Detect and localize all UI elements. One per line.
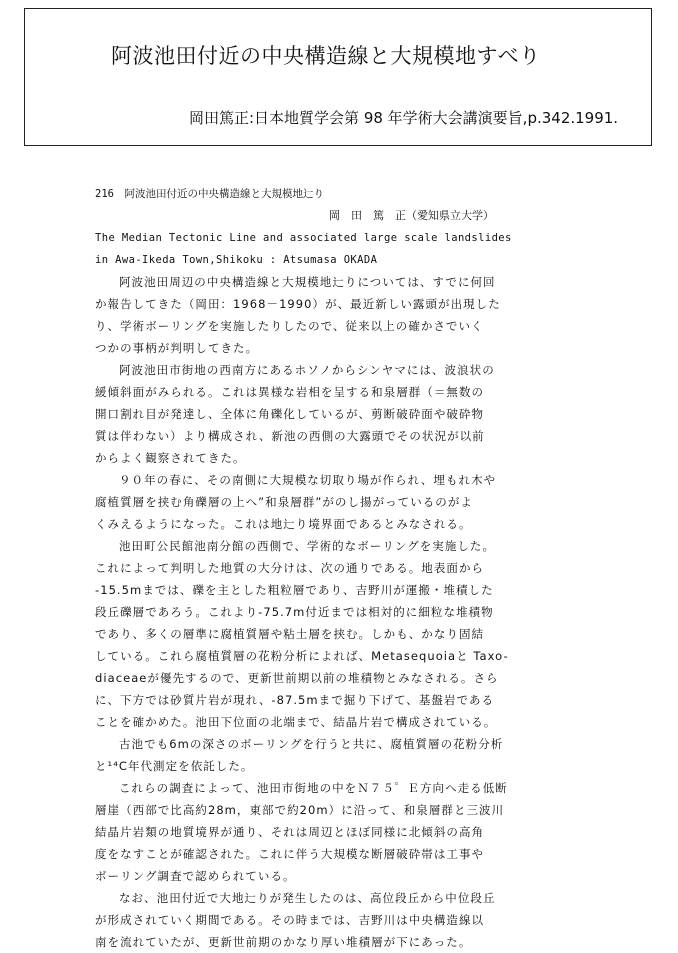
text-line: くみえるようになった。これは地辷り境界面であるとみなされる。 (95, 517, 472, 531)
text-line: 阿波池田市街地の西南方にあるホソノからシンヤマには、波浪状の (119, 363, 495, 377)
document-title: 阿波池田付近の中央構造線と大規模地すべり (111, 44, 541, 68)
paragraph-7 (95, 887, 590, 953)
text-line: これらの調査によって、池田市街地の中をＮ７５゜Ｅ方向へ走る低断 (119, 781, 508, 795)
text-line: diaceaeが優先するので、更新世前期以前の堆積物とみなされる。さら (95, 671, 499, 685)
text-line: 古池でも6mの深さのボーリングを行うと共に、腐植質層の花粉分析 (119, 737, 504, 751)
text-line: なお、池田付近で大地辷りが発生したのは、高位段丘から中位段丘 (119, 891, 496, 905)
text-line: ９０年の春に、その南側に大規模な切取り場が作られ、埋もれ木や (119, 473, 497, 487)
paragraph-2 (95, 359, 590, 469)
text-line: 池田町公民館池南分館の西側で、学術的なボーリングを実施した。 (119, 539, 496, 553)
text-line: 阿波池田周辺の中央構造線と大規模地辷りについては、すでに何回 (119, 275, 496, 289)
paragraph-5 (95, 733, 590, 777)
abstract-title-en-line-1: The Median Tectonic Line and associated large scale landslides (95, 232, 512, 244)
text-line: に、下方では砂質片岩が現れ、-87.5mまで掘り下げて、基盤岩である (95, 693, 495, 707)
text-line: 腐植質層を挟む角礫層の上へ”和泉層群”がのし揚がっているのがよ (95, 495, 473, 509)
citation-header-box (24, 8, 652, 146)
paragraph-3 (95, 469, 590, 535)
paragraph-6 (95, 777, 590, 887)
text-line: と¹⁴C年代測定を依託した。 (95, 759, 254, 773)
abstract-author-jp: 岡 田 篤 正（愛知県立大学） (329, 209, 494, 222)
text-line: している。これら腐植質層の花粉分析によれば、Metasequoiaと Taxo- (95, 649, 509, 663)
paragraph-1 (95, 271, 590, 359)
text-line: 開口割れ目が発達し、全体に角礫化しているが、剪断破砕面や破砕物 (95, 407, 485, 421)
text-line: ボーリング調査で認められている。 (95, 869, 296, 883)
text-line: り、学術ボーリングを実施したりしたので、従来以上の確かさでいく (95, 319, 484, 333)
citation-reference: 岡田篤正:日本地質学会第 98 年学術大会講演要旨,p.342.1991. (189, 109, 619, 127)
text-line: 結晶片岩類の地質境界が通り、それは周辺とほぼ同様に北傾斜の高角 (95, 825, 485, 839)
text-line: からよく観察されてきた。 (95, 451, 246, 465)
text-line: ことを確かめた。池田下位面の北端まで、結晶片岩で構成されている。 (95, 715, 497, 729)
text-line: であり、多くの層準に腐植質層や粘土層を挟む。しかも、かなり固結 (95, 627, 485, 641)
text-line: これによって判明した地質の大分けは、次の通りである。地表面から (95, 561, 485, 575)
abstract-title-en-line-2: in Awa-Ikeda Town,Shikoku : Atsumasa OKADA (95, 254, 378, 266)
abstract-article (95, 183, 590, 953)
text-line: -15.5mまでは、礫を主とした粗粒層であり、吉野川が運搬・堆積した (95, 583, 494, 597)
text-line: 緩傾斜面がみられる。これは異様な岩相を呈する和泉層群（＝無数の (95, 385, 485, 399)
text-line: が形成されていく期間である。その時までは、吉野川は中央構造線以 (95, 913, 485, 927)
text-line: つかの事柄が判明してきた。 (95, 341, 259, 355)
text-line: 層崖（西部で比高約28m，東部で約20m）に沿って、和泉層群と三波川 (95, 803, 505, 817)
paragraph-4 (95, 535, 590, 733)
text-line: 南を流れていたが、更新世前期のかなり厚い堆積層が下にあった。 (95, 935, 472, 949)
text-line: か報告してきた（岡田：1968－1990）が、最近新しい露頭が出現した (95, 297, 501, 311)
text-line: 段丘礫層であろう。これより-75.7m付近までは相対的に細粒な堆積物 (95, 605, 494, 619)
text-line: 度をなすことが確認された。これに伴う大規模な断層破砕帯は工事や (95, 847, 485, 861)
text-line: 質は伴わない）より構成され、新池の西側の大露頭でその状況が以前 (95, 429, 485, 443)
abstract-number-title: 216 阿波池田付近の中央構造線と大規模地辷り (95, 188, 324, 200)
